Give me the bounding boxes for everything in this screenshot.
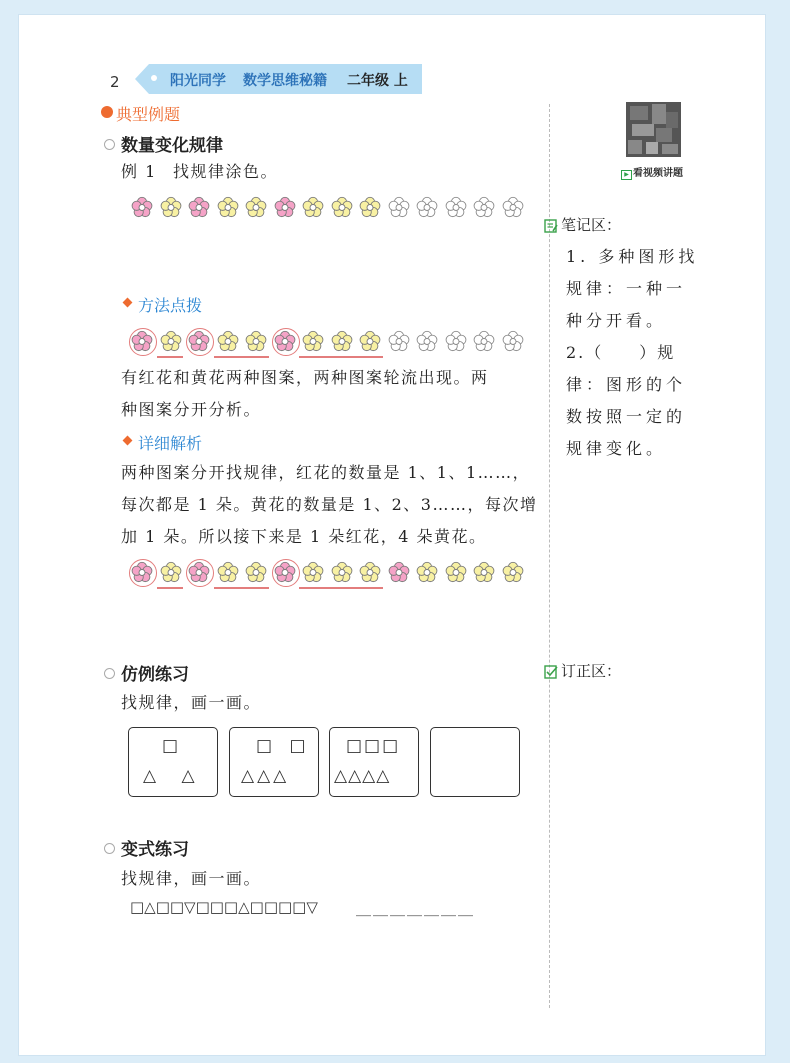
yellow-flower-icon [445, 561, 467, 583]
pattern-box-1 [128, 727, 218, 797]
answer-box[interactable] [430, 727, 520, 797]
blank-flower-icon[interactable] [473, 330, 495, 352]
book-title: 数学思维秘籍 [243, 73, 327, 89]
pink-flower-icon [274, 196, 296, 218]
circle-bullet-icon [104, 668, 115, 679]
blank-flower-icon[interactable] [388, 330, 410, 352]
flower-sequence-question [128, 196, 528, 222]
practice1-title: 仿例练习 [121, 665, 189, 685]
practice2-prompt: 找规律，画一画。 [121, 869, 262, 888]
shape-sequence: □△□□▽□□□△□□□□▽ [130, 898, 318, 916]
flower-sequence-answer [128, 557, 528, 591]
correction-title: 订正区： [561, 662, 622, 680]
note1-line1: 1. 多种图形找 [566, 247, 699, 266]
yellow-flower-icon [160, 330, 182, 352]
note2-line4: 规律变化。 [566, 439, 667, 458]
yellow-flower-icon [502, 561, 524, 583]
yellow-flower-icon [359, 196, 381, 218]
banner-dot-icon [151, 75, 157, 81]
yellow-flower-icon [331, 561, 353, 583]
group-underline [214, 356, 269, 358]
blank-flower-icon[interactable] [416, 330, 438, 352]
pattern-box-2 [229, 727, 319, 797]
yellow-flower-icon [302, 561, 324, 583]
triangles: △△△ [241, 766, 290, 786]
group-circle [186, 328, 214, 356]
method-text-line1: 有红花和黄花两种图案，两种图案轮流出现。两 [121, 368, 489, 387]
series-title: 阳光同学 [170, 73, 226, 89]
play-icon: ▶ [621, 170, 632, 180]
analysis-text-line3: 加 1 朵。所以接下来是 1 朵红花，4 朵黄花。 [121, 527, 487, 546]
squares: □ □ [256, 736, 312, 756]
group-circle [272, 559, 300, 587]
page-number: 2 [110, 73, 120, 91]
method-title: 方法点拨 [138, 296, 203, 315]
blank-flower-icon[interactable] [473, 196, 495, 218]
pattern-box-3 [329, 727, 419, 797]
example-prompt: 找规律涂色。 [173, 162, 279, 181]
section-typical-title: 典型例题 [116, 105, 181, 124]
practice2-title: 变式练习 [121, 840, 189, 860]
notes-icon [544, 218, 557, 231]
topic-title: 数量变化规律 [121, 136, 223, 156]
analysis-text-line1: 两种图案分开找规律，红花的数量是 1、1、1……， [121, 463, 531, 482]
yellow-flower-icon [473, 561, 495, 583]
yellow-flower-icon [359, 330, 381, 352]
flower-sequence-grouped [128, 326, 528, 360]
yellow-flower-icon [217, 196, 239, 218]
group-underline [299, 356, 383, 358]
yellow-flower-icon [217, 330, 239, 352]
correction-icon [544, 664, 557, 677]
video-label: 看视频讲题 [633, 168, 683, 179]
group-circle [186, 559, 214, 587]
blank-flower-icon[interactable] [388, 196, 410, 218]
yellow-flower-icon [160, 561, 182, 583]
example-label: 例 1 [121, 162, 157, 181]
group-underline [214, 587, 269, 589]
squares: □ [162, 736, 185, 756]
yellow-flower-icon [160, 196, 182, 218]
answer-blanks[interactable]: ＿＿＿＿＿＿＿ [356, 900, 476, 918]
circle-bullet-icon [104, 139, 115, 150]
triangles: △△△△ [334, 766, 391, 786]
yellow-flower-icon [302, 196, 324, 218]
yellow-flower-icon [331, 196, 353, 218]
practice1-prompt: 找规律，画一画。 [121, 693, 262, 712]
qr-code[interactable] [626, 102, 681, 157]
yellow-flower-icon [245, 330, 267, 352]
group-underline [157, 587, 184, 589]
group-circle [129, 328, 157, 356]
blank-flower-icon[interactable] [502, 330, 524, 352]
blank-flower-icon[interactable] [445, 196, 467, 218]
yellow-flower-icon [245, 196, 267, 218]
note1-line2: 规律：一种一 [566, 279, 687, 298]
group-underline [299, 587, 383, 589]
pink-flower-icon [188, 196, 210, 218]
video-link[interactable] [621, 164, 683, 180]
yellow-flower-icon [302, 330, 324, 352]
group-underline [157, 356, 184, 358]
yellow-flower-icon [217, 561, 239, 583]
group-circle [272, 328, 300, 356]
column-divider [549, 104, 550, 1008]
blank-flower-icon[interactable] [416, 196, 438, 218]
squares: □□□ [346, 736, 401, 756]
yellow-flower-icon [359, 561, 381, 583]
note2-line1: 2.（ ）规 [566, 343, 676, 362]
note2-line2: 律：图形的个 [566, 375, 687, 394]
yellow-flower-icon [245, 561, 267, 583]
note1-line3: 种分开看。 [566, 311, 667, 330]
triangles: △ △ [143, 766, 205, 786]
grade-label: 二年级 上 [347, 73, 408, 89]
blank-flower-icon[interactable] [502, 196, 524, 218]
orange-dot-icon [101, 106, 113, 118]
pink-flower-icon [388, 561, 410, 583]
blank-flower-icon[interactable] [445, 330, 467, 352]
analysis-text-line2: 每次都是 1 朵。黄花的数量是 1、2、3……，每次增 [121, 495, 538, 514]
pink-flower-icon [131, 196, 153, 218]
yellow-flower-icon [416, 561, 438, 583]
analysis-title: 详细解析 [138, 434, 203, 453]
note2-line3: 数按照一定的 [566, 407, 687, 426]
group-circle [129, 559, 157, 587]
method-text-line2: 种图案分开分析。 [121, 400, 262, 419]
yellow-flower-icon [331, 330, 353, 352]
notes-title: 笔记区： [561, 216, 622, 234]
circle-bullet-icon [104, 843, 115, 854]
